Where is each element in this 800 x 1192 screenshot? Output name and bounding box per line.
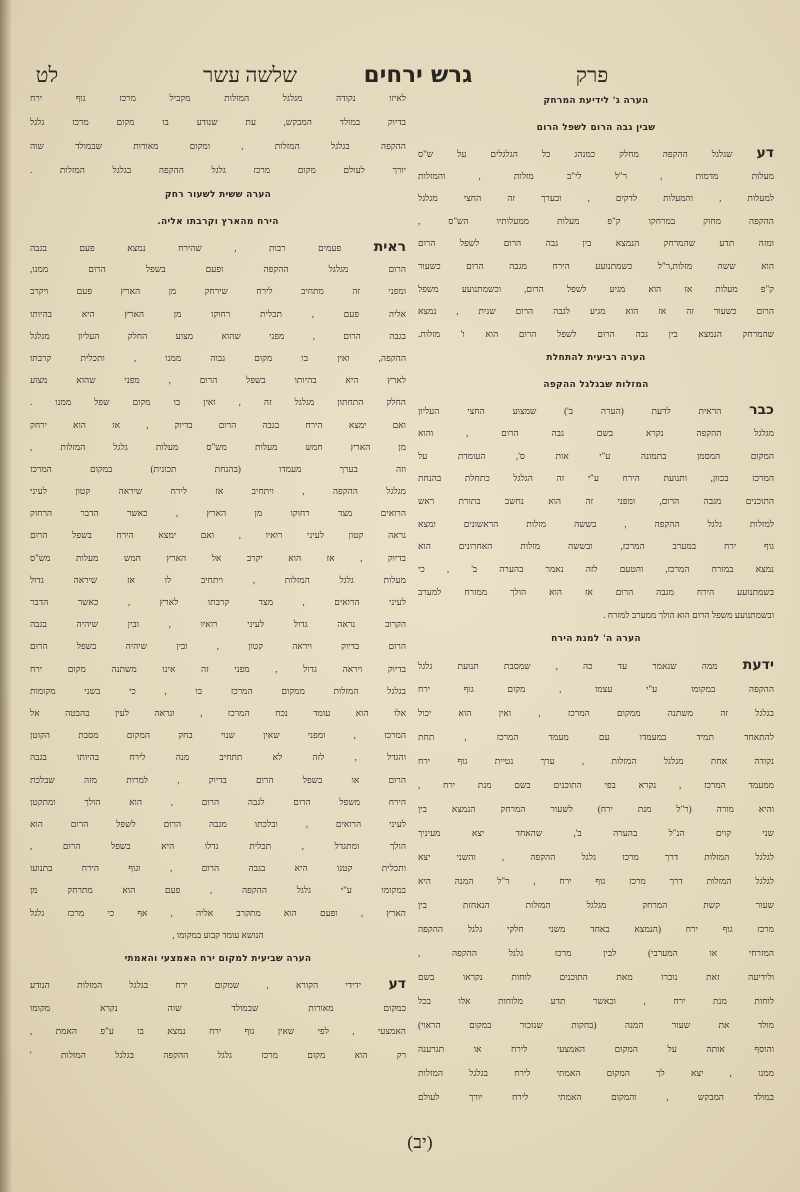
text-line: והיא מורה (ר"ל מנת ירח) לשעור המרחק הנמצא בין [418, 804, 774, 815]
text-line: מגלגל ההקפה נקרא בשם גבה הרום , והוא [418, 428, 774, 439]
text-line: לגלגל המזלות דרך מרכז גוף ירח , ר"ל המנה היא [418, 876, 774, 887]
text-line: ממעמד המרכז , נקרא בפי התוכנים בשם מנת ירח , [418, 780, 774, 791]
text-line: ובשמתנועע משפל הרום הוא הולך ממערב למזרח . [603, 609, 774, 620]
heading-line: המזלות שבגלגל ההקפה [543, 380, 649, 391]
text-line [418, 142, 774, 165]
text-line: המקום המסמן בתמונה ע"י אות ס', העומדת על [418, 450, 774, 461]
text-line: בגבה הרום , מפני שהוא מצוע החלק העליון מגלגל [30, 330, 406, 341]
note-heading [418, 626, 774, 653]
paragraph [418, 142, 774, 345]
line-text: ממה שנאמר עד כה , שמסבת תנועת גלגל [418, 661, 718, 672]
text-line: רק הוא מקום מרכז גלגל ההקפה בגלגל המזלות ' [30, 1049, 406, 1060]
text-line: ק"פ מעלות אז הוא מגיע לשפל הרום, וכשמתנועע משפל [418, 283, 774, 294]
paragraph [30, 236, 406, 946]
text-line: נמצא במזרח המרכז, והטעם לזה נאמר בהערה ב' , כי [418, 564, 774, 575]
text-line: נראה קטון לעיני רואיו , ואם ימצא הירח בשפל הרום [30, 530, 406, 541]
text-line: בגלגל המזלות ממקום המרכז בו , כי בשני מקומות [30, 685, 406, 696]
text-line: מן הארץ חמש מעלות מש"ס מעלות גלגל המזלות , [30, 441, 406, 452]
lead-word: כבר [749, 402, 774, 419]
page-number: לט [35, 63, 59, 87]
text-line: הירח משפל הרום לגבה הרום , הוא הולך ומתקטן [30, 796, 406, 807]
text-line: הנושא עומד קבוע במקומו , [172, 929, 264, 940]
text-line: לאיזו נקודה מגלגל המזלות מקביל מרכז גוף ירח [30, 93, 406, 103]
signature-mark: (יב) [407, 1132, 433, 1152]
text-line: מעלות מדמות , ר"ל לי"ב מזלות , והמזלות [418, 170, 774, 181]
text-line: ומזה תדע שהמרחק הנמצא בין גבה הרום לשפל הרום [418, 238, 774, 249]
text-line: מולד את שעור המנה (בחקות שנזכור במקום הראוי) [418, 1020, 774, 1031]
text-line: ומפני זה מתחיב לירח שירחק מן הארץ פעם ויקרב [30, 286, 406, 297]
line-text: פעמים רבות , שהירח נמצא פעם בגבה [30, 243, 342, 253]
text-line: לעיני הרואים , מצד קרבתו לארץ , כאשר הדבר [30, 597, 406, 607]
text-line: ותכלית קטנו היא בגבה הרום , וגוף הירח בתנועו [30, 863, 406, 874]
text-line: לארץ היא בהיותו בשפל הרום , מפני שהוא מצוע [30, 375, 406, 386]
text-line: והגדל , לזה לא תתחיב מנה לירח בהיותו בגבה [30, 752, 406, 763]
paragraph [418, 399, 774, 626]
heading-line: הערה ששית לשעור רחק [164, 190, 272, 200]
page-edge-shadow [0, 0, 12, 1192]
text-line: גוף ירח במערב המרכז, ובששה מזלות האחרונים הוא [418, 541, 774, 552]
text-line: המזרחי או המערבי) לבין מרכז גלגל ההקפה , [418, 948, 774, 959]
note-heading [30, 946, 406, 973]
paragraph [30, 86, 406, 182]
text-line: שעור קשת המרחק מגלגל המזלות הנאחזת בין [418, 900, 774, 911]
book-title: גרש ירחים [363, 62, 473, 88]
text-line [418, 399, 774, 422]
text-line: לוחות מנת ירח , וכאשר תדע מלוחות אלו בכל [418, 996, 774, 1007]
text-line: למעלות , והמעלות לדקים , ובערך זה החצי מגלגל [418, 193, 774, 204]
heading-line: הערה שביעית למקום ירח האמצעי והאמתי [124, 954, 312, 964]
text-line: יורך לעולם מקום מרכז גלגל ההקפה בגלגל המזלות . [30, 165, 406, 175]
line-text: שגלגל ההקפה מחלק כמנהג כל הגלגלים על ש"ס [418, 149, 733, 159]
text-line [30, 973, 406, 997]
heading-line: שבין גבה הרום לשפל הרום [536, 123, 656, 133]
lead-word: ראית [373, 239, 406, 255]
line-text: ידידי הקורא , שמקום ירח בגלגל המזלות הנודע [30, 980, 362, 990]
text-line: נקודה אחת מגלגל המזלות , ערך נטיית גוף ירח [418, 756, 774, 767]
text-line: בדיוק ויראה גדול , מפני זה אינו משתנה מקום ירח [30, 663, 406, 674]
text-line: אליה פעם , תכלית רחוקו מן הארץ היא בהיותו [30, 308, 406, 319]
line-text: הראית לדעת (הערה ב') שמצוע החצי העליון [418, 406, 722, 417]
text-line: שני קוים הנ"ל בהערה ב', שהאחד יצא מעיניך [418, 828, 774, 839]
text-line: להתאחד תמיד במעמדו עם מעמד המרכז , תחת [418, 732, 774, 743]
text-line: בדיוק , אז הוא יקרב אל הארץ חמש מעלות מש"ס [30, 552, 406, 563]
text-line: שהמרחק הנמצא בין גבה הרום לשפל הרום הוא ו' מזלות. [418, 328, 774, 339]
text-line: ההקפה מחוק במרחקו ק"פ מעלות ממעלותיו הש"ס , [418, 215, 774, 226]
text-line: האמצעי , לפי שאין גוף ירח נמצא בו ע"פ האמת , [30, 1026, 406, 1036]
text-line [30, 236, 406, 258]
text-line: לגלגל המזלות דרך מרכז גלגל ההקפה , והשני יצא [418, 852, 774, 863]
right-column [418, 88, 774, 1109]
chapter-number: שלשה עשר [203, 63, 297, 87]
text-line: למזלות גלגל ההקפה , בששה מזלות הראשונים ומצא [418, 518, 774, 529]
text-line: הוא ששה מזלות,ר"ל כשמתנועע הירח מגבה הרום כשעור [418, 260, 774, 271]
heading-line: הירח מהארץ וקרבתו אליה. [157, 217, 279, 227]
left-column [30, 86, 406, 1067]
text-line [418, 653, 774, 677]
note-heading [418, 88, 774, 142]
text-line: במולד המבקש , והמקום האמתי לירח יורך לעולם [418, 1092, 774, 1103]
text-line: ההקפה בגלגל המזלות , ומקום מאורות שבמולד שוה [30, 141, 406, 151]
text-line: מרכז גוף ירח (הנמצא באחד משני חלקי גלגל ההקפה [418, 924, 774, 935]
text-line: לעיני הרואים , ובלכתו מגבה הרום לשפל הרום הוא [30, 818, 406, 829]
heading-line: הערה רביעית להתחלת [546, 353, 646, 364]
text-line: בשמתנועע הירח מגבה הרום אז הוא הולך ממזרח למערב [418, 586, 774, 597]
text-line: הרום כשעור זה אז הוא מגיע לגבה הרום שנית , נמצא [418, 306, 774, 317]
text-line: והוסף אותה על המקום האמצעי לירח או תגרענה [418, 1044, 774, 1055]
text-line: המרכז בכוון, ותנועת הירח ע"י זה הגלגל כתחלת בהנחת [418, 473, 774, 484]
note-heading [418, 345, 774, 399]
text-line: התוכנים מגבה הרום, ומפני זה הוא נחשב בתורת ראש [418, 496, 774, 507]
text-line: מעלות גלגל המזלות , ויתחיב לו אז שיראה גדול [30, 574, 406, 585]
text-line: מגלגל ההקפה , ויתחיב אז לירח שיראה קטון לעיני [30, 486, 406, 497]
text-line: כמקום מאורות שבמולד שוה נקרא מקומו [30, 1002, 406, 1013]
text-line: החלק התחתון מגלגל זה , ואין בו מקום שפל ממנו . [30, 397, 406, 408]
text-line: הקרוב נראה גדול לעיני רואיו , ובין שיהיה בגבה [30, 619, 406, 630]
lead-word: דע [756, 145, 775, 161]
chapter-label: פרק [575, 63, 609, 87]
text-line: וזה בערך מעמדו (בהנחת תכונית) במקום המרכז [30, 463, 406, 474]
text-line: הולך ומתגדל , תכלית גדלו היא בשפל הרום , [30, 841, 406, 852]
text-line: המרכז , ומפני שאין שנוי בחק המקום מסבת הקוטן [30, 730, 406, 741]
heading-line: הערה ג' לידיעת המרחק [543, 96, 649, 106]
text-line: הרום מגלגל ההקפה ופעם בשפל הרום ממנו, [30, 264, 406, 275]
text-line: אלו הוא עומד נכח המרכז , ונראה לעין בהבטה אל [30, 707, 406, 718]
heading-line: הערה ה' למנת הירח [551, 634, 641, 645]
text-line: הרום או בשפל הרום בדיוק , למרות מזה שבלכת [30, 774, 406, 785]
note-heading [30, 182, 406, 236]
text-line: הארץ , ופעם הוא מתקרב אליה , אף כי מרכז גלגל [30, 907, 406, 918]
text-line: ממנו , יצא לך המקום האמתי לירח בגלגל המזלות [418, 1068, 774, 1079]
text-line: בדיוק במולד המבקש, עת שנודע בו מקום מרכז גלגל [30, 117, 406, 127]
lead-word: דע [388, 976, 407, 992]
text-line: במקומו ע"י גלגל ההקפה , פעם הוא מתרחק מן [30, 885, 406, 896]
text-line: ואם ימצא הירח בגבה הרום בדיוק , אז הוא ירחק [30, 419, 406, 430]
text-line: ההקפה במקומו ע"י עצמו , מקום גוף ירח [418, 684, 774, 695]
text-line: ההקפה, ואין בו מקום גבוה ממנו , ותכלית קרבתו [30, 352, 406, 363]
text-line: הרום בדיוק ויראה קטון , ובין שיהיה בשפל הרום [30, 641, 406, 652]
text-line: ולידיעה זאת נוכרו מאת התוכנים לוחות נקראו בשם [418, 972, 774, 983]
text-line: הרואים מצד רחוקו מן הארץ , כאשר הדבר הרחוק [30, 508, 406, 519]
paragraph [418, 653, 774, 1109]
paragraph [30, 973, 406, 1067]
lead-word: ידעת [742, 657, 774, 674]
text-line: בגלגל זה משתנה ממקום המרכז , ואין הוא יכול [418, 708, 774, 719]
